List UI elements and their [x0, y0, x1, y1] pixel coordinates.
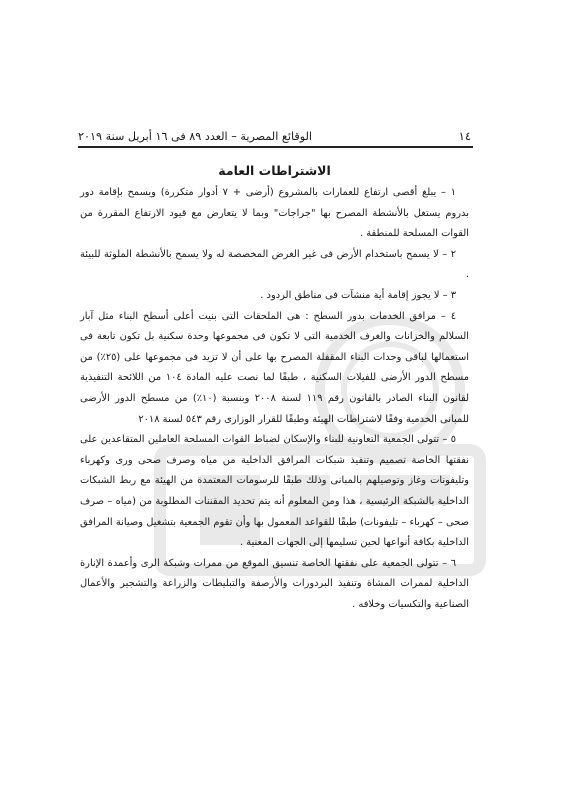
- section-title: الاشتراطات العامة: [218, 163, 331, 178]
- page-number: ١٤: [458, 129, 471, 143]
- running-title: الوقائع المصرية – العدد ٨٩ فى ١٦ أبريل سنة ٢٠١٩: [78, 129, 312, 143]
- paragraph-5: ٥ – تتولى الجمعية التعاونية للبناء والإسكان لضباط القوات المسلحة العاملين المتقاعدين على نفقتها الخاصة تصميم وتنفيذ شبكات المرافق الداخلية من مياه وصرف صحى ورى وكهرباء وتليفونات وغاز وتوصيلهم بالمبانى وذلك طبقًا للرسومات المعتمدة من الهيئة مع ربط الشبكات الداخلية بالشبكة الرئيسية ، هذا ومن المعلوم أنه يتم تحديد المقننات المطلوبة من (مياه – صرف صحى – كهرباء – تليفونات) طبقًا للقواعد المعمول بها وأن تقوم الجمعية بتشغيل وصيانة المرافق الداخلية بكافة أنواعها لحين تسليمها إلى الجهات المعنية .: [80, 434, 469, 549]
- header-divider: [78, 146, 473, 148]
- paragraph-4: ٤ – مرافق الخدمات بدور السطح : هى الملحقات التى بنيت أعلى أسطح البناء مثل آبار السلالم والخزانات والغرف الخدمية التى لا تكون فى مجموعها وحدة سكنية بل تكون تابعة فى استعمالها لباقى وحدات البناء المقفلة المصرح بها على أن لا تزيد فى مجموعها على (٢٥٪) من مسطح الدور الأرضى للفيلات السكنية ، طبقًا لما نصت عليه المادة ١٠٤ من اللائحة التنفيذية لقانون البناء الصادر بالقانون رقم ١١٩ لسنة ٢٠٠٨ وبنسبة (١٠٪) من مسطح الدور الأرضى للمبانى الخدمية وفقًا لاشتراطات الهيئة وطبقًا للقرار الوزارى رقم ٥٤٣ لسنة ٢٠١٨: [80, 310, 469, 425]
- paragraph-1: ١ – يبلغ أقصى ارتفاع للعمارات بالمشروع (أرضى + ٧ أدوار متكررة) ويسمح بإقامة دور بدروم يستغل بالأنشطة المصرح بها "جراجات" وبما لا يتعارض مع قيود الارتفاع المقررة من القوات المسلحة للمنطقة .: [80, 187, 469, 240]
- paragraph-3: ٣ – لا يجوز إقامة أية منشآت فى مناطق الردود .: [260, 289, 456, 301]
- document-body: [80, 183, 469, 615]
- paragraph-6: ٦ – تتولى الجمعية على نفقتها الخاصة تنسيق الموقع من ممرات وشبكة الرى وأعمدة الإنارة الداخلية لممرات المشاة وتنفيذ البردورات والأرصفة والتبليطات والزراعة والتشجير والأعمال الصناعية والتكسيات وخلافه .: [80, 557, 469, 610]
- running-header: [78, 128, 471, 144]
- paragraph-2: ٢ – لا يسمح باستخدام الأرض فى غير الغرض المخصصة له ولا يسمح بالأنشطة الملوثة للبيئة .: [80, 248, 469, 281]
